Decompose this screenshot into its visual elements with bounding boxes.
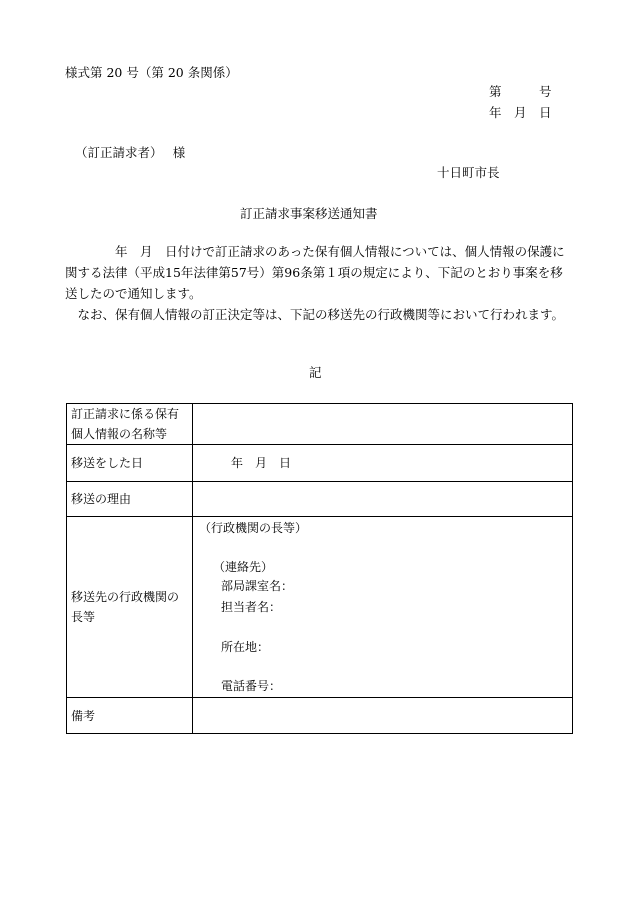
- table-row: [67, 482, 573, 517]
- table-row: [67, 517, 573, 698]
- address-field: 所在地：: [221, 640, 270, 654]
- row-value-transfer-reason: [193, 482, 573, 517]
- body-paragraph-2: なお、保有個人情報の訂正決定等は、下記の移送先の行政機関等において行われます。: [65, 307, 565, 322]
- destination-head: （行政機関の長等）: [199, 521, 308, 535]
- department-field: 部局課室名：: [221, 579, 294, 593]
- document-title: 訂正請求事案移送通知書: [240, 206, 378, 221]
- ki-heading: 記: [309, 365, 322, 380]
- row-label-transfer-date: 移送をした日: [67, 445, 193, 482]
- row-value-remarks: [193, 698, 573, 734]
- requester-addressee: （訂正請求者） 様: [75, 145, 186, 160]
- row-value-info-name: [193, 404, 573, 445]
- table-row: [67, 404, 573, 445]
- table-row: [67, 445, 573, 482]
- issue-date: 年 月 日: [489, 105, 552, 120]
- transfer-detail-table: [66, 403, 573, 734]
- row-value-transfer-date: [193, 445, 573, 482]
- table-row: [67, 698, 573, 734]
- row-label-info-name: 訂正請求に係る保有個人情報の名称等: [67, 404, 193, 445]
- phone-field: 電話番号：: [221, 679, 282, 693]
- row-label-transfer-reason: 移送の理由: [67, 482, 193, 517]
- notice-body: [65, 241, 575, 325]
- document-number: 第 号: [489, 84, 552, 99]
- row-value-destination: [193, 517, 573, 698]
- form-number: 様式第 20 号（第 20 条関係）: [65, 65, 238, 80]
- row-label-remarks: 備考: [67, 698, 193, 734]
- transfer-date-placeholder: 年 月 日: [231, 456, 292, 470]
- issuer-name: 十日町市長: [437, 165, 500, 180]
- row-label-destination: 移送先の行政機関の長等: [67, 517, 193, 698]
- contact-label: （連絡先）: [213, 560, 274, 574]
- person-in-charge-field: 担当者名：: [221, 600, 282, 614]
- body-paragraph-1: 年 月 日付けで訂正請求のあった保有個人情報については、個人情報の保護に関する法律（平成15年法律第57号）第96条第１項の規定により、下記のとおり事案を移送したので通知します。: [65, 244, 565, 301]
